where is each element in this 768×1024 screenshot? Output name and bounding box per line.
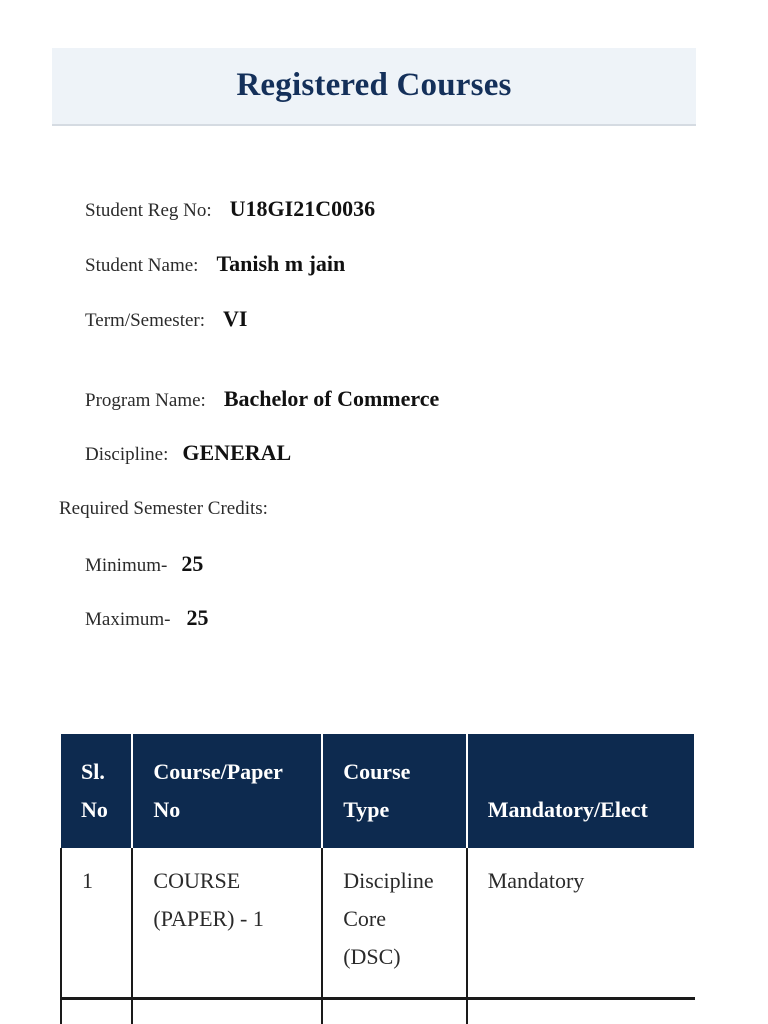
header-course-paper-no-line1: Course/Paper [153, 759, 283, 784]
table-header-row [61, 734, 695, 848]
cell-type-line2: Core [343, 906, 386, 931]
header-sl-no [61, 734, 132, 848]
program-label: Program Name: [85, 390, 206, 411]
credits-minimum-value: 25 [181, 551, 204, 576]
term-label: Term/Semester: [85, 310, 206, 331]
page-title: Registered Courses [236, 67, 512, 103]
header-course-type [322, 734, 467, 848]
cell-sl-no [61, 848, 132, 998]
cell-course-type [322, 848, 467, 998]
term-value: VI [223, 306, 248, 331]
header-course-paper-no [132, 734, 322, 848]
credits-maximum-value: 25 [186, 605, 209, 630]
discipline-label: Discipline: [85, 444, 169, 465]
credits-minimum-label: Minimum- [85, 555, 168, 576]
header-sl-no-line1: Sl. [81, 759, 105, 784]
table-row [61, 848, 695, 998]
cell-course-line1: COURSE [153, 868, 241, 893]
cell-partial-3 [322, 998, 467, 1024]
program-value: Bachelor of Commerce [223, 386, 440, 411]
discipline-value: GENERAL [182, 440, 292, 465]
header-sl-no-line2: No [81, 797, 108, 822]
cell-type-line1: Discipline [343, 868, 434, 893]
credits-heading: Required Semester Credits: [59, 498, 268, 519]
cell-course-paper-no [132, 848, 322, 998]
courses-table [60, 734, 696, 1024]
credits-maximum-label: Maximum- [85, 609, 171, 630]
cell-partial-4 [467, 998, 695, 1024]
student-name-label: Student Name: [85, 255, 199, 276]
cell-mandatory-elective [467, 848, 695, 998]
cell-mandatory-value: Mandatory [487, 868, 585, 893]
table-row-partial [61, 998, 695, 1024]
header-course-type-line1: Course [343, 759, 411, 784]
cell-partial-1 [61, 998, 132, 1024]
header-mandatory-elective [467, 734, 695, 848]
header-mandatory-elective-label: Mandatory/Elect [487, 797, 648, 822]
reg-no-value: U18GI21C0036 [229, 196, 376, 221]
cell-partial-2 [132, 998, 322, 1024]
header-course-paper-no-line2: No [153, 797, 181, 822]
reg-no-label: Student Reg No: [85, 200, 212, 221]
header-course-type-line2: Type [343, 797, 390, 822]
cell-sl-no-value: 1 [82, 868, 93, 893]
cell-course-line2: (PAPER) - 1 [153, 906, 264, 931]
cell-type-line3: (DSC) [343, 944, 401, 969]
student-name-value: Tanish m jain [216, 251, 346, 276]
